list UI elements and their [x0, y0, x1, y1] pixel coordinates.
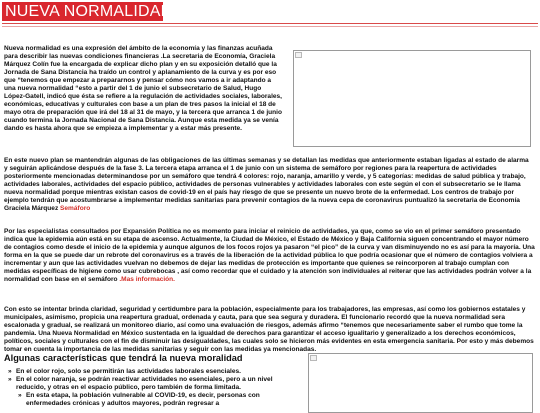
- bullet-icon: »: [8, 368, 12, 375]
- list-item-text: En esta etapa, la población vulnerable al COVID-19, es decir, personas con enfermedades crónicas y adultos mayores, podrán regresar a: [26, 392, 260, 408]
- list-item-text: En el color naranja, se podrán reactivar actividades no esenciales, pero a un nivel reducido, y otras en el espacio público, pero también de forma limitada.: [16, 376, 273, 392]
- closing-paragraph: Con esto se intentar brinda claridad, seguridad y certidumbre para la población, especialmente para los trabajadores, las empresas, así como los gobiernos estatales y municipales, asimismo, propicia una reapertura gradual, ordenada y cauta, para que sea segura y duradera. El funcionario recordó que la nueva normalidad sera escalonada y gradual, se realizará un monitoreo diario, así como una evaluación de riesgos, además afirmo “tenemos que necesariamente saber el rumbo que tome la pandemia. Una Nueva Normalidad en México sustentada en la igualdad de derechos para garantizar el acceso igualitario y generalizado a los derechos económicos, políticos, sociales y culturales con el fin de disminuir las desigualdades, las cuales solo se hicieron más evidentes en esta emergencia sanitaria. Por esto y más debemos tomar en cuenta la importancia de las medidas sanitarias y seguir con las medidas ya mencionadas.: [4, 306, 534, 354]
- list-item-text: En el color rojo, solo se permitirán las actividades laborales esenciales.: [16, 368, 242, 375]
- semaforo-paragraph-text: En este nuevo plan se mantendrán algunas de las obligaciones de las últimas semanas y se detallan las medidas que anteriormente estaban ligadas al estado de alarma y seguirán aplicándose después de la fase 3. La tercera etapa arranca el 1 de junio con un sistema de semáforo por regiones para la reapertura de actividades posteriormente mencionadas determinandose por un semáforo que tendrá 4 colores: rojo, naranja, amarillo y verde, y 5 categorías: medidas de salud pública y trabajo, actividades laborales, actividades del espacio público, actividades de personas vulnerables y actividades laborales con este según el con el subsecretario se le llama nueva normalidad porque mientras existan casos de covid-19 en el país hay riesgo de que se presente un nuevo brote de la enfermedad. Los centros de trabajo por ejemplo tendrán que acostumbrarse a implementar medidas sanitarias para prevenir contagios de la nueva cepa de coronavirus puntualizó la secretaria de Economía Graciela Márquez: [4, 157, 529, 213]
- image-placeholder-top: [293, 50, 531, 147]
- page-title-banner: NUEVA NORMALIDAD: [2, 2, 163, 21]
- characteristics-heading: Algunas características que tendrá la nueva moralidad: [4, 353, 243, 363]
- semaforo-link[interactable]: Semáforo: [60, 205, 91, 213]
- bullet-icon: »: [8, 376, 12, 384]
- specialists-paragraph-text: Por las especialistas consultados por Expansión Política no es momento para iniciar el reinicio de actividades, ya que, como se vio en el primer semáforo presentado indica que la epidemia aún está en su etapa de ascenso. Actualmente, la Ciudad de México, el Estado de México y Baja California siguen concentrando el mayor número de contagios como desde el inicio de la epidemia y aunque algunos de los focos rojos ya pasaron “el pico” de la curva y van disminuyendo no es así para la mayoría. Una forma en la que se puede dar un rebrote del coronavirus es a través de la liberación de la actividad pública lo que podría ocasionar que el número de contagios volviera a incrementar y aun que las actividades vuelvan no debemos de dejar las medidas de protección es importante que quienes se reincorporen al trabajo cumplan con medidas específicas de higiene como usar cubrebocas , así como recordar que el cuidado y la atención son individuales al reiterar que las actividades podrán volver a la normalidad con base en el semáforo: [4, 228, 535, 284]
- title-divider: [2, 23, 538, 24]
- specialists-paragraph: [4, 228, 536, 284]
- list-item: [4, 392, 304, 408]
- list-item: [4, 368, 304, 376]
- broken-image-icon: [310, 355, 317, 361]
- broken-image-icon: [295, 52, 302, 58]
- list-item: [4, 376, 304, 392]
- characteristics-list: [4, 368, 304, 408]
- image-placeholder-bottom: [308, 353, 533, 413]
- intro-paragraph: Nueva normalidad es una expresión del ámbito de la economía y las finanzas acuñada para describir las nuevas condiciones financieras .La secretaria de Economía, Graciela Márquez Colín fue la encargada de explicar dicho plan y en su exposición detalló que la Jornada de Sana Distancia ha traído un control y aplanamiento de la curva y es por eso que “tenemos que empezar a prepararnos y pensar cómo nos vamos a ir adaptando a una nueva normalidad “esto a partir del 1 de junio el subsecretario de Salud, Hugo López-Gatell, indicó que ésta se refiere a la regulación de actividades sociales, laborales, económicas, educativas y culturales con base a un plan de tres pasos la inicial el 18 de mayo otra de preparación que irá del 18 al 31 de mayo, y la tercera que arranca 1 de junio cuando termina la Jornada Nacional de Sana Distancia. Aunque esta medida ya se venía dando es hasta ahora que se empieza a implementar y a estar más presente.: [4, 45, 282, 133]
- title-divider-secondary: [2, 26, 538, 27]
- bullet-icon: »: [18, 392, 22, 400]
- semaforo-paragraph: [4, 157, 534, 213]
- more-info-link[interactable]: .Mas información.: [119, 276, 176, 284]
